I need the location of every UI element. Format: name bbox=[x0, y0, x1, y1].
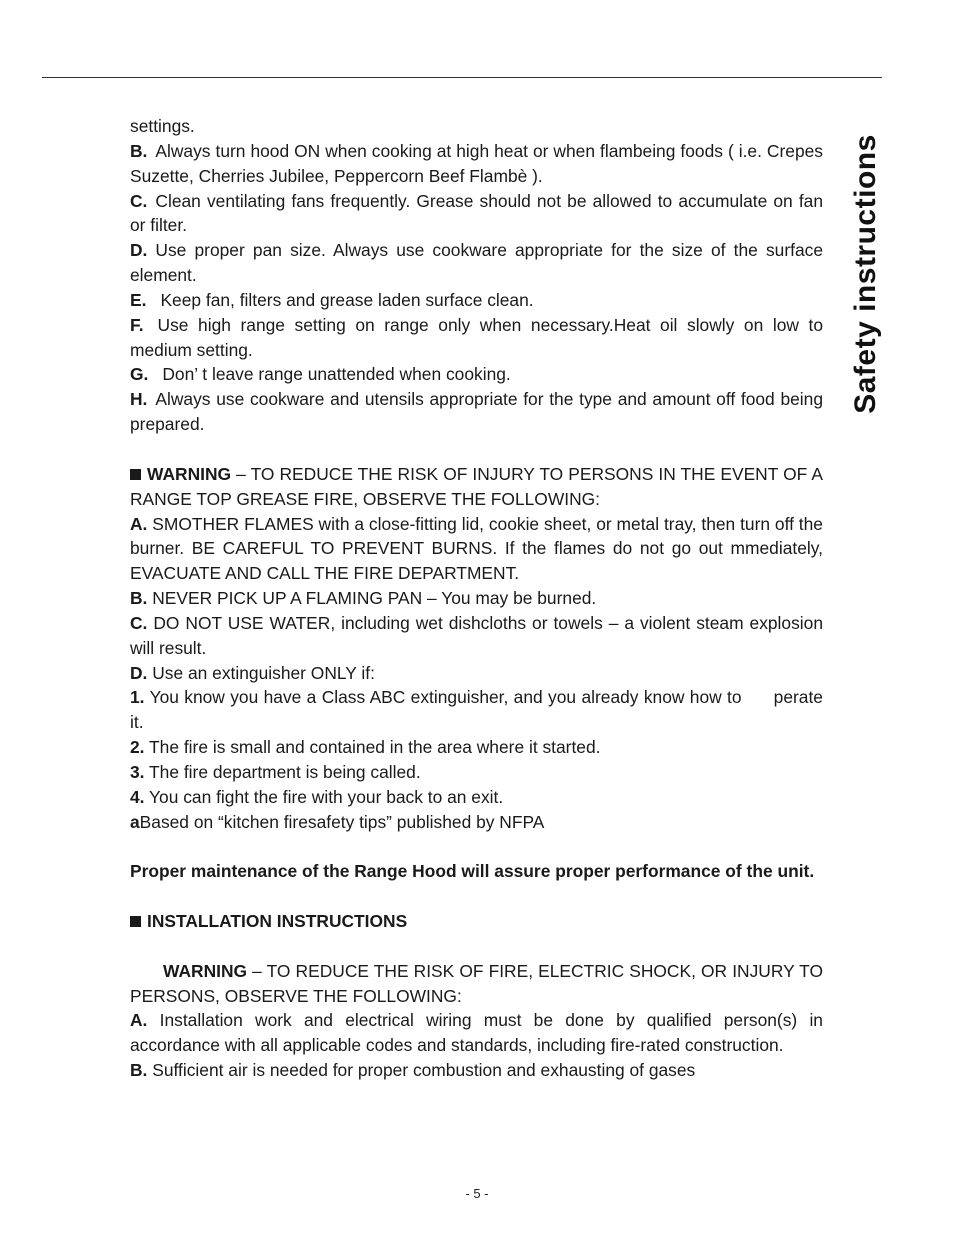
maintenance-note: Proper maintenance of the Range Hood will assure proper performance of the unit. bbox=[130, 861, 815, 882]
list-item: G. Don’ t leave range unattended when cooking. bbox=[130, 364, 511, 385]
warning-grease-fire: WARNING – TO REDUCE THE RISK OF INJURY TO PERSONS IN THE EVENT OF A RANGE TOP GREASE FIRE, OBSERVE THE FOLLOWING: bbox=[130, 463, 823, 509]
header-rule bbox=[42, 77, 882, 78]
square-bullet-icon bbox=[130, 469, 141, 480]
list-item: C. DO NOT USE WATER, including wet dishcloths or towels – a violent steam explosion will result. bbox=[130, 612, 823, 658]
list-item: B. Sufficient air is needed for proper combustion and exhausting of gases bbox=[130, 1060, 696, 1081]
source-note: aBased on “kitchen firesafety tips” published by NFPA bbox=[130, 811, 545, 832]
side-title bbox=[850, 118, 882, 430]
list-item: F. Use high range setting on range only when necessary.Heat oil slowly on low to medium setting. bbox=[130, 314, 823, 360]
list-item: A. SMOTHER FLAMES with a close-fitting lid, cookie sheet, or metal tray, then turn off the burner. BE CAREFUL TO PREVENT BURNS. If the flames do not go out mmediately, EVACUATE AND CALL THE FIRE DEPARTMENT. bbox=[130, 513, 823, 584]
list-item: C. Clean ventilating fans frequently. Grease should not be allowed to accumulate on fan or filter. bbox=[130, 190, 823, 236]
list-item: 4. You can fight the fire with your back to an exit. bbox=[130, 786, 504, 807]
list-item: E. Keep fan, filters and grease laden surface clean. bbox=[130, 289, 534, 310]
list-item: B. Always turn hood ON when cooking at high heat or when flambeing foods ( i.e. Crepes Suzette, Cherries Jubilee, Peppercorn Beef Flambè ). bbox=[130, 140, 823, 186]
list-item: settings. bbox=[130, 116, 195, 136]
warning-installation: WARNING – TO REDUCE THE RISK OF FIRE, ELECTRIC SHOCK, OR INJURY TO PERSONS, OBSERVE THE FOLLOWING: bbox=[130, 960, 823, 1006]
list-item: 3. The fire department is being called. bbox=[130, 761, 421, 782]
list-item: B. NEVER PICK UP A FLAMING PAN – You may be burned. bbox=[130, 588, 597, 609]
list-item: 1. You know you have a Class ABC extinguisher, and you already know how to perate it. bbox=[130, 687, 828, 733]
page-number: - 5 - bbox=[465, 1186, 489, 1201]
side-title-text: Safety instructions bbox=[849, 134, 882, 414]
list-item: A. Installation work and electrical wiring must be done by qualified person(s) in accordance with all applicable codes and standards, including fire-rated construction. bbox=[130, 1010, 823, 1056]
square-bullet-icon bbox=[130, 916, 141, 927]
page-content bbox=[130, 114, 828, 1083]
list-item: D. Use an extinguisher ONLY if: bbox=[130, 662, 375, 683]
list-item: H. Always use cookware and utensils appropriate for the type and amount off food being prepared. bbox=[130, 389, 823, 435]
installation-heading: INSTALLATION INSTRUCTIONS bbox=[130, 909, 823, 934]
list-item: 2. The fire is small and contained in the area where it started. bbox=[130, 737, 601, 758]
list-item: D. Use proper pan size. Always use cookware appropriate for the size of the surface element. bbox=[130, 240, 823, 286]
